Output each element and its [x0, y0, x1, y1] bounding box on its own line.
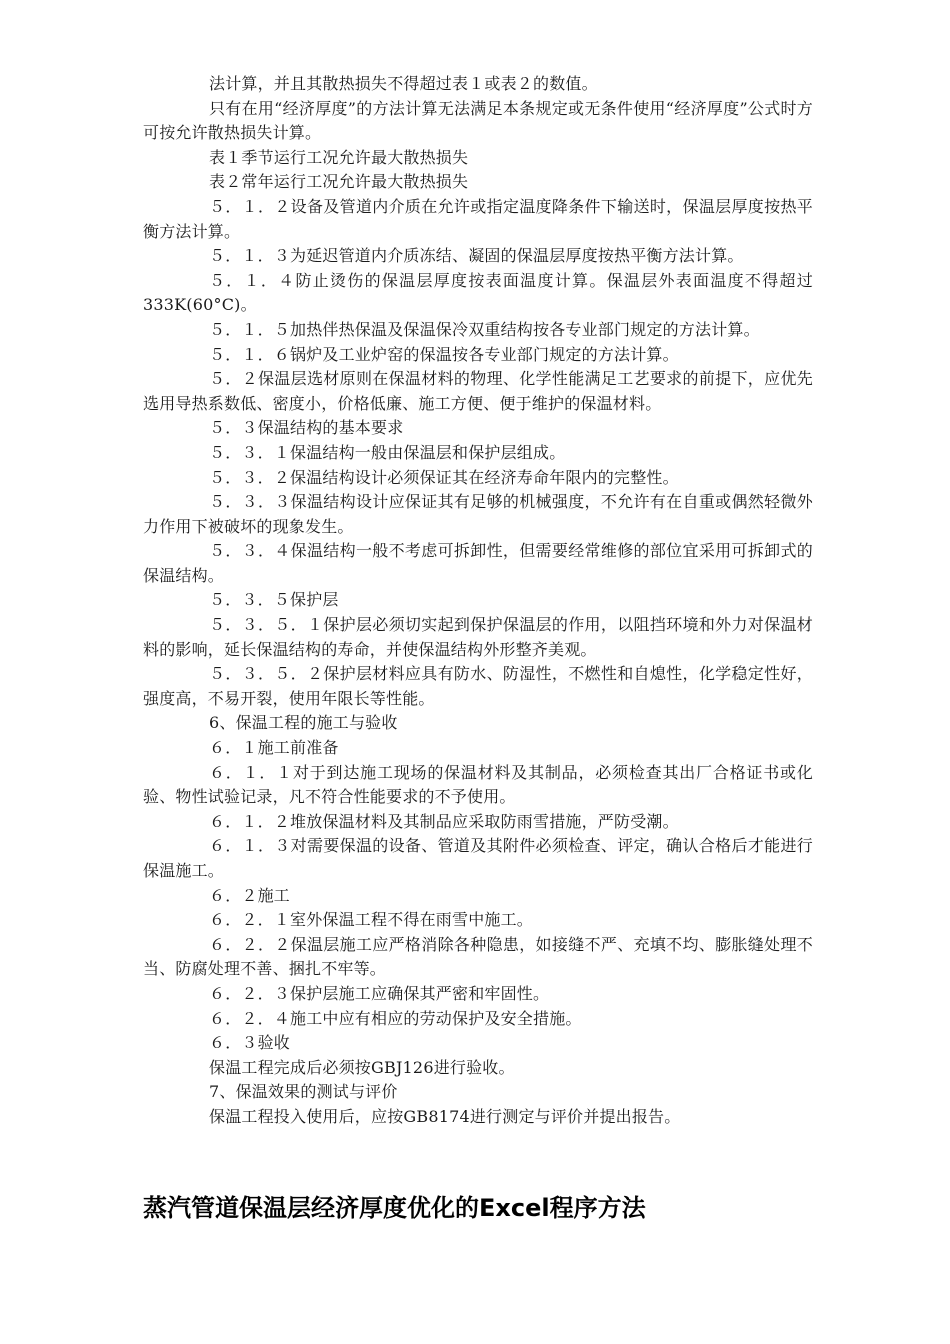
paragraph: ５．１．５加热伴热保温及保温保冷双重结构按各专业部门规定的方法计算。 — [209, 319, 760, 339]
paragraph: 只有在用“经济厚度”的方法计算无法满足本条规定或无条件使用“经济厚度”公式时方可按允许散热损失计算。 — [143, 98, 813, 143]
paragraph: ５．１．３为延迟管道内介质冻结、凝固的保温层厚度按热平衡方法计算。 — [209, 246, 744, 266]
paragraph: ５．３．１保温结构一般由保温层和保护层组成。 — [209, 442, 566, 462]
paragraph: ５．２保温层选材原则在保温材料的物理、化学性能满足工艺要求的前提下，应优先选用导热系数低、密度小，价格低廉、施工方便、便于维护的保温材料。 — [143, 369, 813, 413]
paragraph: ５．３．４保温结构一般不考虑可拆卸性，但需要经常维修的部位宜采用可拆卸式的保温结构。 — [143, 541, 813, 585]
paragraph: ５．３．５．１保护层必须切实起到保护保温层的作用，以阻挡环境和外力对保温材料的影响，延长保温结构的寿命，并使保温结构外形整齐美观。 — [143, 615, 813, 659]
paragraph: ６．２．４施工中应有相应的劳动保护及安全措施。 — [209, 1008, 582, 1028]
paragraph: ５．３．５．２保护层材料应具有防水、防湿性，不燃性和自熄性，化学稳定性好，强度高，不易开裂，使用年限长等性能。 — [143, 664, 813, 708]
paragraph: ６．２．１室外保温工程不得在雨雪中施工。 — [209, 910, 534, 930]
paragraph: ５．１．２设备及管道内介质在允许或指定温度降条件下输送时，保温层厚度按热平衡方法计算。 — [143, 196, 813, 241]
section-heading: ５．３保温结构的基本要求 — [209, 418, 404, 438]
paragraph: 保温工程投入使用后，应按GB8174进行测定与评价并提出报告。 — [209, 1106, 681, 1126]
paragraph: ６．２．３保护层施工应确保其严密和牢固性。 — [209, 983, 550, 1003]
paragraph: ６．１．３对需要保温的设备、管道及其附件必须检查、评定，确认合格后才能进行保温施工。 — [143, 836, 813, 880]
paragraph: ５．１．６锅炉及工业炉窑的保温按各专业部门规定的方法计算。 — [209, 344, 679, 364]
paragraph: ６．１．２堆放保温材料及其制品应采取防雨雪措施，严防受潮。 — [209, 811, 679, 831]
paragraph: ６．１．１对于到达施工现场的保温材料及其制品，必须检查其出厂合格证书或化验、物性试验记录，凡不符合性能要求的不予使用。 — [143, 762, 813, 807]
section-heading: ６．１施工前准备 — [209, 738, 339, 758]
section-heading: ５．３．５保护层 — [209, 590, 339, 610]
section-heading: 7、保温效果的测试与评价 — [209, 1082, 398, 1102]
paragraph: 保温工程完成后必须按GBJ126进行验收。 — [209, 1057, 515, 1077]
section-heading: ６．２施工 — [209, 885, 291, 905]
table-caption: 表２常年运行工况允许最大散热损失 — [209, 172, 469, 192]
body-text — [143, 72, 813, 1130]
paragraph: ５．１．４防止烫伤的保温层厚度按表面温度计算。保温层外表面温度不得超过333K(60°C)。 — [143, 270, 813, 315]
document-heading: 蒸汽管道保温层经济厚度优化的Excel程序方法 — [143, 1194, 646, 1222]
paragraph: 法计算，并且其散热损失不得超过表１或表２的数值。 — [209, 74, 598, 93]
paragraph: ６．２．２保温层施工应严格消除各种隐患，如接缝不严、充填不均、膨胀缝处理不当、防腐处理不善、捆扎不牢等。 — [143, 934, 813, 979]
paragraph: ５．３．２保温结构设计必须保证其在经济寿命年限内的完整性。 — [209, 467, 679, 487]
table-caption: 表１季节运行工况允许最大散热损失 — [209, 147, 469, 167]
section-heading: 6、保温工程的施工与验收 — [209, 713, 398, 733]
paragraph: ５．３．３保温结构设计应保证其有足够的机械强度，不允许有在自重或偶然轻微外力作用下被破坏的现象发生。 — [143, 492, 813, 536]
section-heading: ６．３验收 — [209, 1033, 291, 1053]
